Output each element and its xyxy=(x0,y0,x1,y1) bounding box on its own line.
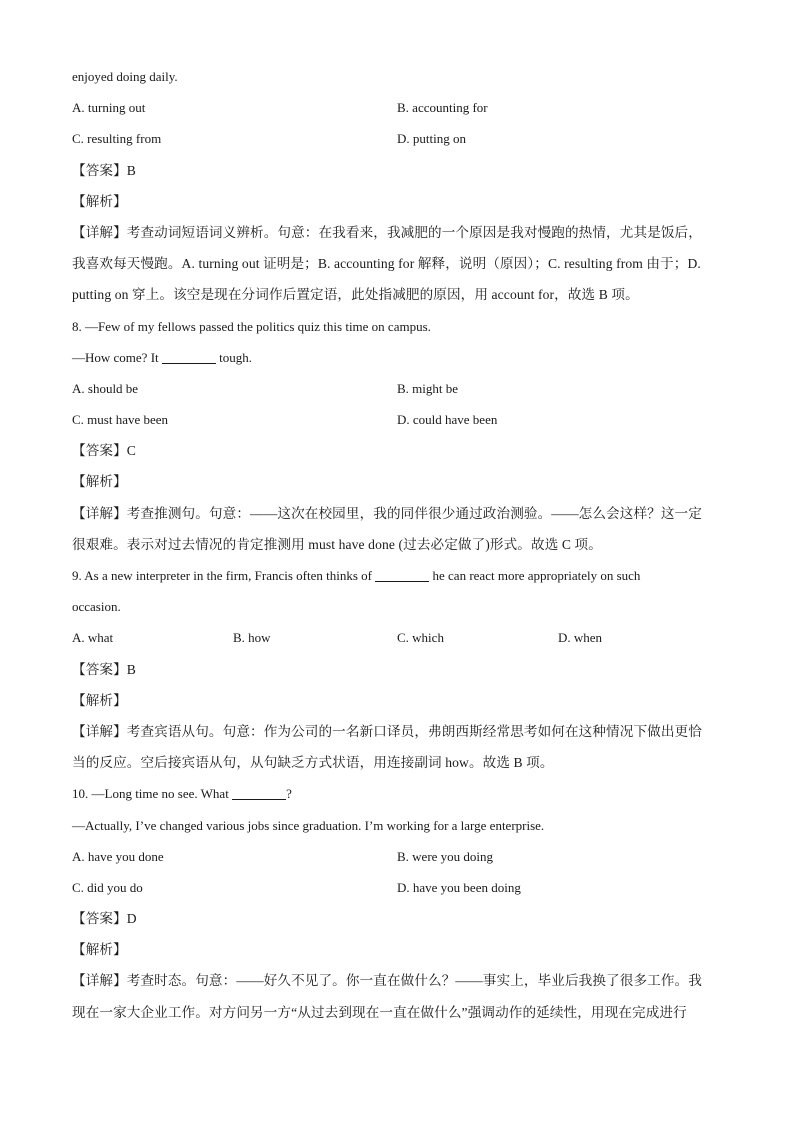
q7-detail-line: 【详解】考查动词短语词义辨析。句意：在我看来，我减肥的一个原因是我对慢跑的热情，尤其是饭后， xyxy=(72,224,702,240)
q10-detail-line: 现在一家大企业工作。对方问另一方“从过去到现在一直在做什么”强调动作的延续性，用现在完成进行 xyxy=(72,1004,687,1020)
q9-option-c: C. which xyxy=(397,630,444,646)
q10-answer: 【答案】D xyxy=(72,911,137,927)
q7-options-row-1 xyxy=(72,92,720,123)
q8-options-row-1 xyxy=(72,373,720,404)
q10-detail-line: 【详解】考查时态。句意：——好久不见了。你一直在做什么？——事实上，毕业后我换了很多工作。我 xyxy=(72,973,702,989)
q8-stem-part: tough. xyxy=(215,349,253,365)
q10-stem-line-2: —Actually, I’ve changed various jobs since graduation. I’m working for a large enterprise. xyxy=(72,817,545,833)
q8-detail-line: 【详解】考查推测句。句意：——这次在校园里，我的同伴很少通过政治测验。——怎么会这样？这一定 xyxy=(72,505,702,521)
q10-option-d: D. have you been doing xyxy=(397,879,521,895)
q9-option-d: D. when xyxy=(558,630,603,646)
q7-option-a: A. turning out xyxy=(72,100,146,116)
q8-analysis-label: 【解析】 xyxy=(72,474,127,490)
q9-stem-part: 9. As a new interpreter in the firm, Francis often thinks of xyxy=(72,568,376,583)
q7-analysis-label: 【解析】 xyxy=(72,193,127,209)
q10-option-b: B. were you doing xyxy=(397,848,494,864)
q10-blank xyxy=(232,785,286,800)
q9-options-row xyxy=(72,622,720,653)
q10-option-c: C. did you do xyxy=(72,879,143,895)
q8-option-b: B. might be xyxy=(397,380,459,396)
q7-stem-tail: enjoyed doing daily. xyxy=(72,69,178,84)
q10-stem-part: ? xyxy=(286,786,292,802)
q9-blank xyxy=(375,567,429,582)
q9-detail-line: 当的反应。空后接宾语从句，从句缺乏方式状语，用连接副词 how。故选 B 项。 xyxy=(72,755,554,771)
q8-option-c: C. must have been xyxy=(72,412,169,428)
q8-options-row-2 xyxy=(72,404,720,435)
q8-blank xyxy=(162,349,216,364)
q9-option-b: B. how xyxy=(233,630,271,646)
q10-options-row-2 xyxy=(72,872,720,903)
q9-stem-line-2: occasion. xyxy=(72,599,121,615)
q8-detail-line: 很艰难。表示对过去情况的肯定推测用 must have done (过去必定做了)形式。故选 C 项。 xyxy=(72,536,602,552)
q8-answer: 【答案】C xyxy=(72,443,136,459)
q10-stem-line-1 xyxy=(72,778,720,809)
q10-option-a: A. have you done xyxy=(72,848,164,864)
q7-option-b: B. accounting for xyxy=(397,100,488,116)
q8-stem-part: —How come? It xyxy=(72,349,162,365)
q9-stem-line-1 xyxy=(72,560,720,591)
q9-answer: 【答案】B xyxy=(72,661,136,677)
q8-option-d: D. could have been xyxy=(397,412,498,428)
q8-option-a: A. should be xyxy=(72,380,139,396)
q7-option-c: C. resulting from xyxy=(72,131,162,147)
q7-option-d: D. putting on xyxy=(397,131,466,147)
q9-option-a: A. what xyxy=(72,630,114,646)
q10-stem-part: 10. —Long time no see. What xyxy=(72,786,233,802)
q7-answer: 【答案】B xyxy=(72,162,136,178)
q9-detail-line: 【详解】考查宾语从句。句意：作为公司的一名新口译员，弗朗西斯经常思考如何在这种情况下做出更恰 xyxy=(72,723,702,739)
q9-analysis-label: 【解析】 xyxy=(72,692,127,708)
q10-options-row-1 xyxy=(72,841,720,872)
document-page xyxy=(72,61,720,1028)
q9-stem-part: he can react more appropriately on such xyxy=(429,568,641,583)
q8-stem-line-2 xyxy=(72,342,720,373)
q7-detail-line: putting on 穿上。该空是现在分词作后置定语，此处指减肥的原因，用 account for，故选 B 项。 xyxy=(72,287,639,303)
q8-stem-line-1: 8. —Few of my fellows passed the politics quiz this time on campus. xyxy=(72,318,431,334)
q10-analysis-label: 【解析】 xyxy=(72,942,127,958)
q7-options-row-2 xyxy=(72,123,720,154)
q7-detail-line: 我喜欢每天慢跑。A. turning out 证明是；B. accounting for 解释，说明（原因）；C. resulting from 由于；D. xyxy=(72,256,701,272)
